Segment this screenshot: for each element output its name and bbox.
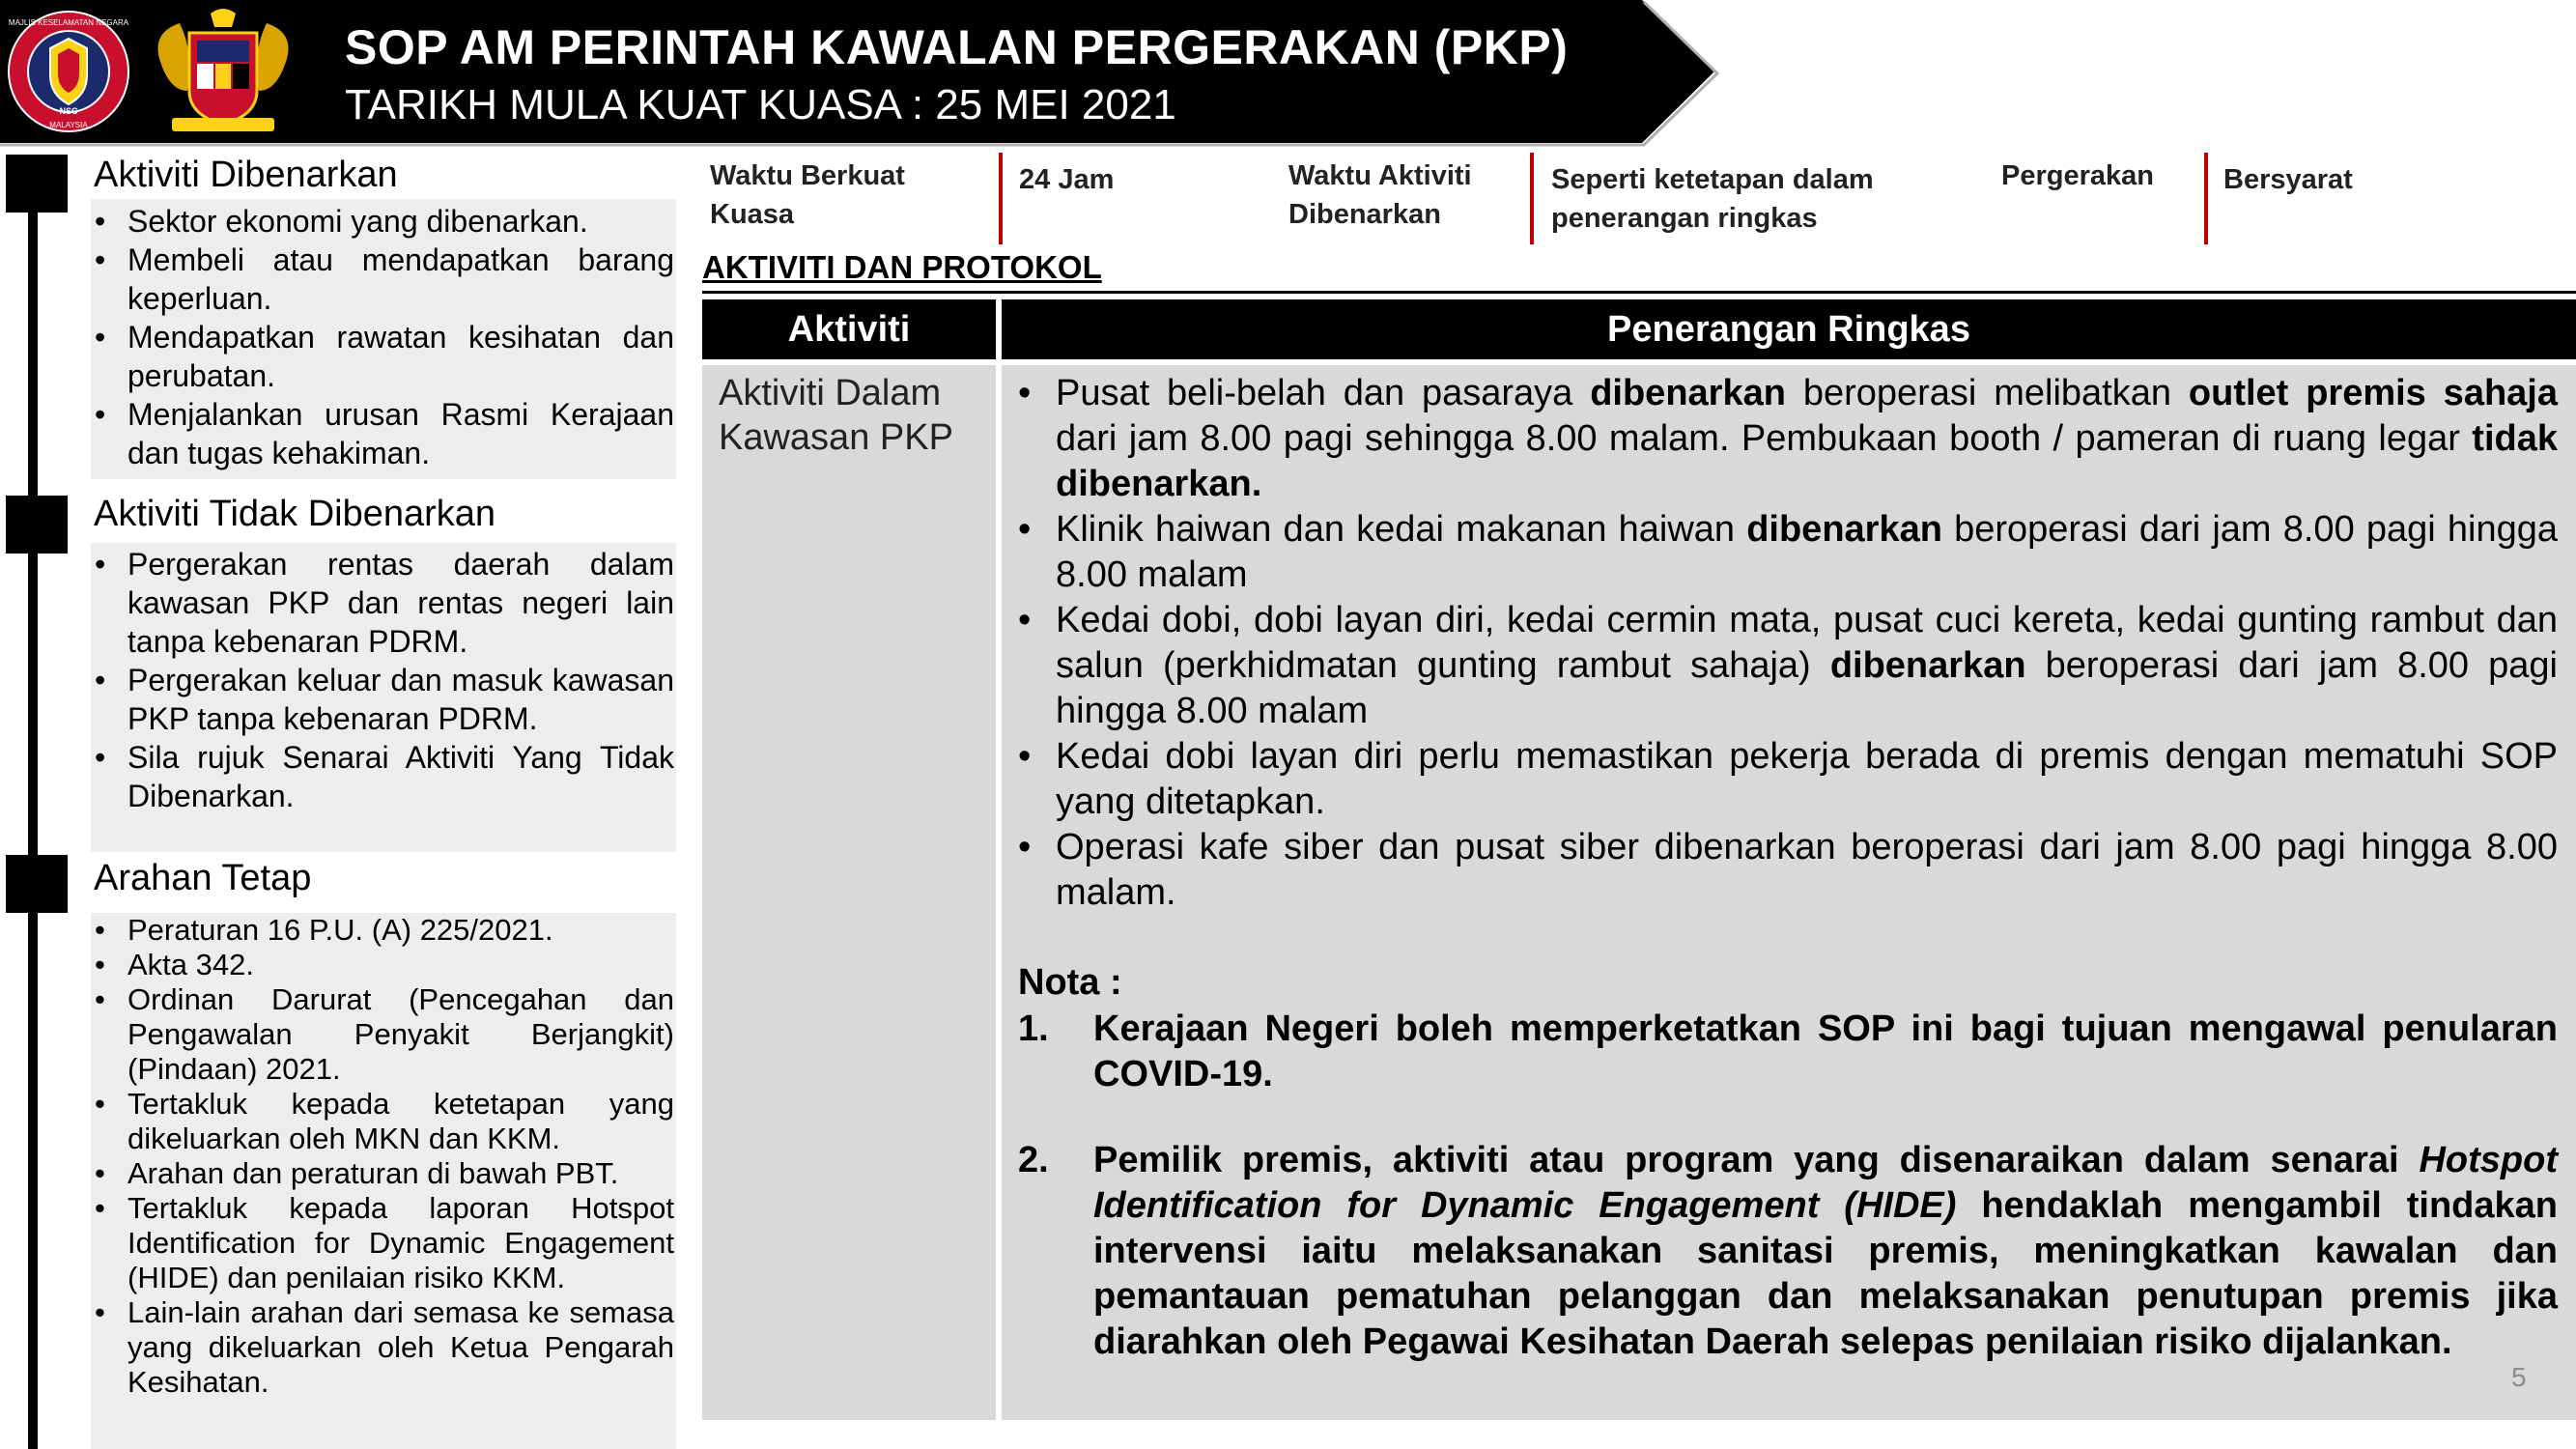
nota-number: 2. — [1018, 1140, 1049, 1180]
list-item: • Mendapatkan rawatan kesihatan dan perubatan. — [91, 318, 676, 395]
svg-text:NSC: NSC — [59, 106, 78, 116]
table-header-penerangan: Penerangan Ringkas — [1002, 299, 2576, 359]
waktu-berkuat-kuasa-label — [710, 156, 905, 234]
label-line: Waktu Berkuat — [710, 160, 905, 191]
list-item: • Sektor ekonomi yang dibenarkan. — [91, 202, 676, 241]
svg-text:MALAYSIA: MALAYSIA — [49, 121, 88, 129]
nota-text — [1093, 1138, 2558, 1365]
list-item: • Arahan dan peraturan di bawah PBT. — [91, 1156, 676, 1191]
value-line: Seperti ketetapan dalam — [1551, 164, 1874, 195]
effective-date: TARIKH MULA KUAT KUASA : 25 MEI 2021 — [345, 81, 1176, 128]
list-item — [1018, 734, 2558, 825]
svg-text:MAJLIS KESELAMATAN NEGARA: MAJLIS KESELAMATAN NEGARA — [8, 18, 129, 27]
red-divider — [2204, 153, 2208, 244]
arahan-tetap-box — [91, 913, 676, 1449]
tidak-dibenarkan-list — [91, 545, 676, 815]
page-title: SOP AM PERINTAH KAWALAN PERGERAKAN (PKP) — [345, 20, 1569, 74]
label-line: Waktu Aktiviti — [1288, 160, 1472, 191]
penerangan-list — [1018, 371, 2558, 916]
text-run: Pusat beli-belah dan pasaraya — [1056, 373, 1591, 413]
row-label-line: Kawasan PKP — [719, 417, 953, 458]
nota-item-2 — [1018, 1138, 2558, 1365]
list-item: • Tertakluk kepada ketetapan yang dikeluarkan oleh MKN dan KKM. — [91, 1087, 676, 1156]
pergerakan-value: Bersyarat — [2223, 164, 2353, 195]
red-divider — [999, 153, 1003, 244]
label-line: Dibenarkan — [1288, 199, 1441, 230]
text-run-italic: Hotspot Identification for Dynamic Engagement (HIDE) — [1093, 1140, 2558, 1226]
list-item: • Tertakluk kepada laporan Hotspot Identification for Dynamic Engagement (HIDE) dan penilaian risiko KKM. — [91, 1191, 676, 1295]
dibenarkan-box — [91, 199, 676, 479]
value-line: penerangan ringkas — [1551, 203, 1818, 234]
rail-marker — [6, 496, 68, 554]
section-heading: AKTIVITI DAN PROTOKOL — [702, 249, 1102, 285]
text-run: dari jam 8.00 pagi sehingga 8.00 malam. Pembukaan booth / pameran di ruang legar — [1056, 418, 2473, 459]
text-run: hendaklah mengambil tindakan intervensi iaitu melaksanakan sanitasi premis, meningkatkan kawalan dan pemantauan pematuhan pelanggan dan melaksanakan penutupan premis jika diarahkan oleh Pegawai Kesihatan Daerah selepas penilaian risiko dijalankan. — [1093, 1185, 2558, 1362]
section-title-arahan-tetap: Arahan Tetap — [94, 858, 312, 898]
dibenarkan-list — [91, 202, 676, 472]
tidak-dibenarkan-box — [91, 543, 676, 852]
text-run: beroperasi dari jam 8.00 pagi hingga 8.00 malam — [1056, 645, 2558, 731]
text-run: Pemilik premis, aktiviti atau program yang disenaraikan dalam senarai — [1093, 1140, 2420, 1180]
text-run-bold: dibenarkan — [1746, 509, 1942, 550]
row-label — [719, 371, 953, 460]
rail-marker — [6, 855, 68, 913]
nsc-logo — [6, 6, 131, 137]
list-item: • Ordinan Darurat (Pencegahan dan Pengawalan Penyakit Berjangkit) (Pindaan) 2021. — [91, 982, 676, 1087]
text-run: beroperasi melibatkan — [1785, 373, 2189, 413]
text-run: Klinik haiwan dan kedai makanan haiwan — [1056, 509, 1747, 550]
list-item: • Peraturan 16 P.U. (A) 225/2021. — [91, 913, 676, 948]
arahan-tetap-list — [91, 913, 676, 1400]
list-item: • Sila rujuk Senarai Aktiviti Yang Tidak Dibenarkan. — [91, 738, 676, 815]
list-item: • Membeli atau mendapatkan barang keperluan. — [91, 241, 676, 318]
heading-rule — [702, 291, 2576, 294]
list-item: • Pergerakan keluar dan masuk kawasan PKP tanpa kebenaran PDRM. — [91, 661, 676, 738]
rail-marker — [6, 155, 68, 213]
text-run: beroperasi dari jam 8.00 pagi hingga 8.00 malam — [1056, 509, 2558, 595]
table-header-aktiviti: Aktiviti — [702, 299, 996, 359]
list-item: • Lain-lain arahan dari semasa ke semasa yang dikeluarkan oleh Ketua Pengarah Kesihatan. — [91, 1295, 676, 1400]
list-item — [1018, 371, 2558, 507]
pergerakan-label: Pergerakan — [2001, 160, 2154, 191]
table-cell-aktiviti — [702, 365, 996, 1420]
waktu-berkuat-kuasa-value: 24 Jam — [1019, 164, 1115, 195]
section-title-tidak-dibenarkan: Aktiviti Tidak Dibenarkan — [94, 494, 496, 534]
text-run-bold: dibenarkan — [1829, 645, 2026, 686]
list-item: • Menjalankan urusan Rasmi Kerajaan dan tugas kehakiman. — [91, 395, 676, 472]
nota-item-1 — [1018, 1007, 2558, 1097]
text-run-bold: outlet premis sahaja — [2188, 373, 2558, 413]
label-line: Kuasa — [710, 199, 795, 230]
red-divider — [1530, 153, 1534, 244]
timeline-rail — [28, 155, 38, 1449]
nota-text: Kerajaan Negeri boleh memperketatkan SOP ini bagi tujuan mengawal penularan COVID-19. — [1093, 1009, 2558, 1094]
coat-of-arms-logo — [141, 4, 305, 139]
list-item — [1018, 825, 2558, 916]
text-run: Kedai dobi, dobi layan diri, kedai cermin mata, pusat cuci kereta, kedai gunting rambut dan salun (perkhidmatan gunting rambut sahaja) — [1056, 600, 2558, 686]
waktu-aktiviti-value — [1551, 160, 1874, 238]
page-number: 5 — [2511, 1362, 2527, 1392]
nota-title: Nota : — [1018, 962, 1122, 1003]
list-item — [1018, 598, 2558, 734]
list-item — [1018, 507, 2558, 598]
text-run-bold: tidak dibenarkan. — [1056, 418, 2558, 504]
nota-number: 1. — [1018, 1009, 1049, 1049]
list-item: • Akta 342. — [91, 948, 676, 982]
section-title-dibenarkan: Aktiviti Dibenarkan — [94, 155, 398, 195]
list-item: • Pergerakan rentas daerah dalam kawasan PKP dan rentas negeri lain tanpa kebenaran PDRM. — [91, 545, 676, 661]
text-run-bold: dibenarkan — [1590, 373, 1786, 413]
row-label-line: Aktiviti Dalam — [719, 373, 942, 413]
waktu-aktiviti-label — [1288, 156, 1472, 234]
text-run: Kedai dobi layan diri perlu memastikan pekerja berada di premis dengan mematuhi SOP yang ditetapkan. — [1056, 736, 2558, 822]
text-run: Operasi kafe siber dan pusat siber dibenarkan beroperasi dari jam 8.00 pagi hingga 8.00 malam. — [1056, 827, 2558, 913]
